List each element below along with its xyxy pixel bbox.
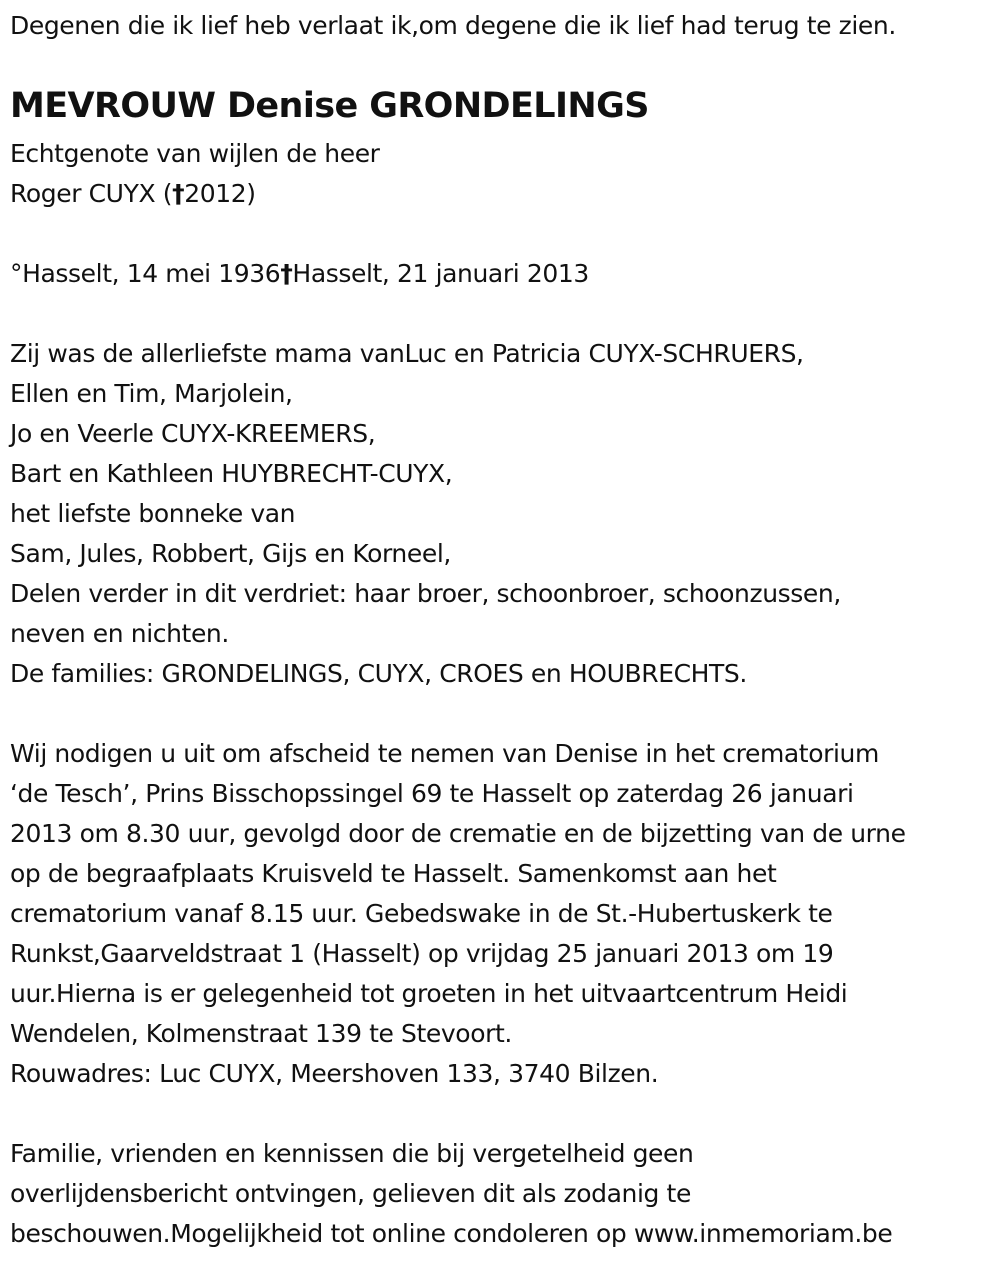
spouse-line-1: Echtgenote van wijlen de heer [10, 139, 380, 168]
cross-icon: † [172, 179, 185, 208]
closing-line: Familie, vrienden en kennissen die bij vergetelheid geen [10, 1139, 694, 1168]
family-line: Zij was de allerliefste mama vanLuc en Patricia CUYX-SCHRUERS, [10, 339, 804, 368]
family-line: Bart en Kathleen HUYBRECHT-CUYX, [10, 459, 453, 488]
ceremony-line: ‘de Tesch’, Prins Bisschopssingel 69 te Hasselt op zaterdag 26 januari [10, 779, 854, 808]
spouse-name: Roger CUYX ( [10, 179, 173, 208]
family-line: het liefste bonneke van [10, 499, 296, 528]
family-line: Ellen en Tim, Marjolein, [10, 379, 293, 408]
ceremony-line: uur.Hierna is er gelegenheid tot groeten in het uitvaartcentrum Heidi [10, 979, 848, 1008]
family-line: Delen verder in dit verdriet: haar broer, schoonbroer, schoonzussen, [10, 579, 841, 608]
cross-icon: † [280, 259, 293, 288]
family-line: Sam, Jules, Robbert, Gijs en Korneel, [10, 539, 451, 568]
ceremony-paragraph [10, 734, 906, 1094]
deceased-name: MEVROUW Denise GRONDELINGS [10, 86, 649, 126]
life-dates [10, 254, 589, 294]
family-line: Jo en Veerle CUYX-KREEMERS, [10, 419, 376, 448]
family-paragraph [10, 334, 841, 694]
ceremony-line: op de begraafplaats Kruisveld te Hasselt. Samenkomst aan het [10, 859, 777, 888]
closing-line: beschouwen.Mogelijkheid tot online condoleren op www.inmemoriam.be [10, 1219, 893, 1248]
ceremony-line: 2013 om 8.30 uur, gevolgd door de crematie en de bijzetting van de urne [10, 819, 906, 848]
family-line: De families: GRONDELINGS, CUYX, CROES en HOUBRECHTS. [10, 659, 747, 688]
closing-paragraph [10, 1134, 892, 1254]
death-date: Hasselt, 21 januari 2013 [292, 259, 589, 288]
spouse-death-year: 2012) [184, 179, 256, 208]
birth-date: °Hasselt, 14 mei 1936 [10, 259, 281, 288]
closing-line: overlijdensbericht ontvingen, gelieven dit als zodanig te [10, 1179, 691, 1208]
opening-quote: Degenen die ik lief heb verlaat ik,om degene die ik lief had terug te zien. [10, 11, 896, 40]
mourning-address: Rouwadres: Luc CUYX, Meershoven 133, 3740 Bilzen. [10, 1059, 659, 1088]
ceremony-line: crematorium vanaf 8.15 uur. Gebedswake in de St.-Hubertuskerk te [10, 899, 833, 928]
ceremony-line: Wendelen, Kolmenstraat 139 te Stevoort. [10, 1019, 512, 1048]
spouse-info [10, 134, 380, 214]
ceremony-line: Wij nodigen u uit om afscheid te nemen van Denise in het crematorium [10, 739, 879, 768]
spouse-line-2 [10, 174, 380, 214]
family-line: neven en nichten. [10, 619, 229, 648]
ceremony-line: Runkst,Gaarveldstraat 1 (Hasselt) op vrijdag 25 januari 2013 om 19 [10, 939, 834, 968]
